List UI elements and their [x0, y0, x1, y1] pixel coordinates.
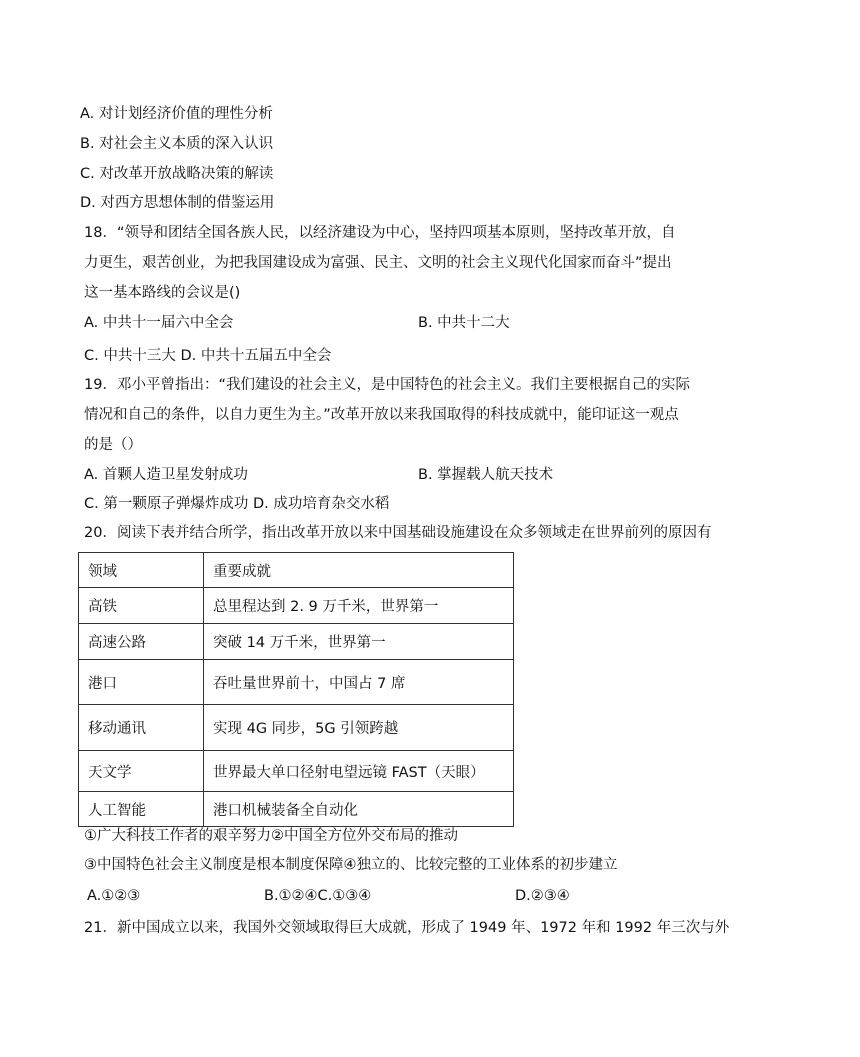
q20-statement-2: ③中国特色社会主义制度是根本制度保障④独立的、比较完整的工业体系的初步建立	[84, 857, 618, 873]
table-cell-field: 人工智能	[79, 792, 204, 827]
q17-option-d: D. 对西方思想体制的借鉴运用	[80, 195, 275, 211]
q19-option-cd: C. 第一颗原子弹爆炸成功 D. 成功培育杂交水稻	[84, 496, 390, 512]
q18-stem-line-3: 这一基本路线的会议是()	[84, 285, 241, 301]
table-row	[79, 792, 514, 827]
q17-option-c: C. 对改革开放战略决策的解读	[80, 166, 274, 182]
q17-option-a: A. 对计划经济价值的理性分析	[80, 106, 273, 122]
q18-stem-line-1: 18．“领导和团结全国各族人民，以经济建设为中心，坚持四项基本原则，坚持改革开放，自	[84, 225, 676, 241]
table-cell-field: 移动通讯	[79, 705, 204, 751]
q18-option-cd: C. 中共十三大 D. 中共十五届五中全会	[84, 348, 332, 364]
table-cell-achievement: 港口机械装备全自动化	[204, 792, 514, 827]
table-cell-field: 高速公路	[79, 624, 204, 660]
q19-option-b: B. 掌握载人航天技术	[418, 467, 554, 483]
infrastructure-table	[78, 552, 514, 827]
table-cell-achievement: 吞吐量世界前十，中国占 7 席	[204, 660, 514, 705]
table-header-row	[79, 553, 514, 588]
table-cell-achievement: 总里程达到 2. 9 万千米，世界第一	[204, 588, 514, 624]
table-row	[79, 588, 514, 624]
table-cell-achievement: 实现 4G 同步，5G 引领跨越	[204, 705, 514, 751]
q18-stem-line-2: 力更生，艰苦创业，为把我国建设成为富强、民主、文明的社会主义现代化国家而奋斗”提出	[84, 255, 672, 271]
q20-stem: 20．阅读下表并结合所学，指出改革开放以来中国基础设施建设在众多领域走在世界前列的原因有	[84, 525, 712, 541]
table-cell-achievement: 世界最大单口径射电望远镜 FAST（天眼）	[204, 751, 514, 792]
q19-stem-line-1: 19．邓小平曾指出：“我们建设的社会主义，是中国特色的社会主义。我们主要根据自己的实际	[84, 377, 690, 393]
table-header-cell: 重要成就	[204, 553, 514, 588]
table-row	[79, 660, 514, 705]
table-cell-field: 港口	[79, 660, 204, 705]
q20-option-bc: B.①②④C.①③④	[264, 888, 372, 904]
q18-option-b: B. 中共十二大	[418, 315, 510, 331]
q19-stem-line-3: 的是（）	[84, 437, 142, 453]
table-row	[79, 624, 514, 660]
table-cell-field: 高铁	[79, 588, 204, 624]
q19-option-a: A. 首颗人造卫星发射成功	[84, 467, 248, 483]
table-cell-field: 天文学	[79, 751, 204, 792]
table-row	[79, 751, 514, 792]
q20-option-a: A.①②③	[87, 888, 141, 904]
table-cell-achievement: 突破 14 万千米，世界第一	[204, 624, 514, 660]
table-header-cell: 领域	[79, 553, 204, 588]
q19-stem-line-2: 情况和自己的条件，以自力更生为主。”改革开放以来我国取得的科技成就中，能印证这一观点	[84, 407, 679, 423]
q17-option-b: B. 对社会主义本质的深入认识	[80, 136, 274, 152]
q20-option-d: D.②③④	[515, 888, 570, 904]
q20-statement-1: ①广大科技工作者的艰辛努力②中国全方位外交布局的推动	[84, 828, 458, 844]
table-row	[79, 705, 514, 751]
q21-stem: 21．新中国成立以来，我国外交领域取得巨大成就，形成了 1949 年、1972 年和 1992 年三次与外	[84, 920, 730, 936]
q18-option-a: A. 中共十一届六中全会	[84, 315, 234, 331]
